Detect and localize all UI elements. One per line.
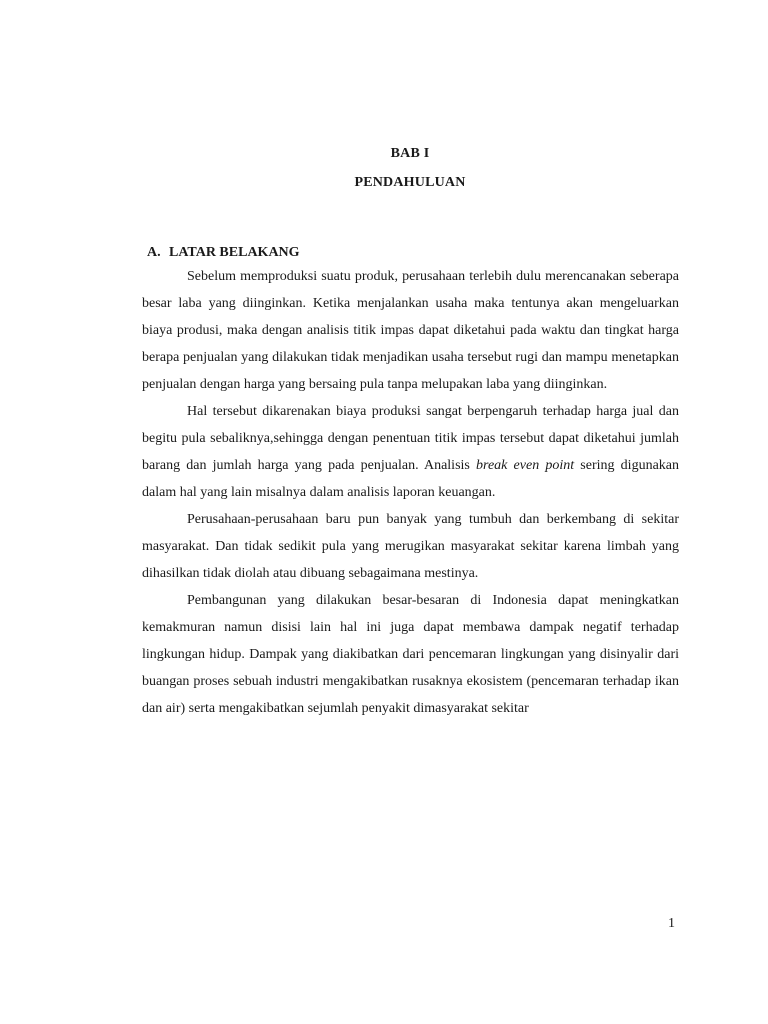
body-text bbox=[142, 263, 679, 722]
paragraph-4: Pembangunan yang dilakukan besar-besaran di Indonesia dapat meningkatkan kemakmuran namun disisi lain hal ini juga dapat membawa dampak negatif terhadap lingkungan hidup. Dampak yang diakibatkan dari pencemaran lingkungan yang disinyalir dari buangan proses sebuah industri mengakibatkan rusaknya ekosistem (pencemaran terhadap ikan dan air) serta mengakibatkan sejumlah penyakit dimasyarakat sekitar bbox=[142, 593, 679, 716]
paragraph-2-emphasis: break even point bbox=[476, 458, 575, 473]
paragraph-2-after: sering digunakan dalam hal yang lain misalnya dalam analisis laporan keuangan. bbox=[142, 458, 680, 500]
chapter-label: BAB I bbox=[390, 146, 430, 161]
paragraph-3: Perusahaan-perusahaan baru pun banyak yang tumbuh dan berkembang di sekitar masyarakat. Dan tidak sedikit pula yang merugikan masyarakat sekitar karena limbah yang dihasilkan tidak diolah atau dibuang sebagaimana mestinya. bbox=[142, 512, 679, 581]
section-heading bbox=[147, 245, 300, 261]
chapter-title: PENDAHULUAN bbox=[354, 175, 466, 190]
paragraph-2-before: Hal tersebut dikarenakan biaya produksi sangat berpengaruh terhadap harga jual dan begitu pula sebaliknya,sehingga dengan penentuan titik impas tersebut dapat diketahui jumlah barang dan jumlah harga yang pada penjualan. Analisis bbox=[142, 404, 679, 473]
page-number: 1 bbox=[668, 916, 675, 931]
paragraph-1: Sebelum memproduksi suatu produk, perusahaan terlebih dulu merencanakan seberapa besar laba yang diinginkan. Ketika menjalankan usaha maka tentunya akan mengeluarkan biaya produsi, maka dengan analisis titik impas dapat diketahui pada waktu dan tingkat harga berapa penjualan yang dilakukan tidak menjadikan usaha tersebut rugi dan mampu menetapkan penjualan dengan harga yang bersaing pula tanpa melupakan laba yang diinginkan. bbox=[142, 269, 679, 392]
section-letter: A. bbox=[147, 245, 161, 260]
section-title: LATAR BELAKANG bbox=[169, 245, 300, 260]
paragraph-2 bbox=[142, 398, 679, 506]
